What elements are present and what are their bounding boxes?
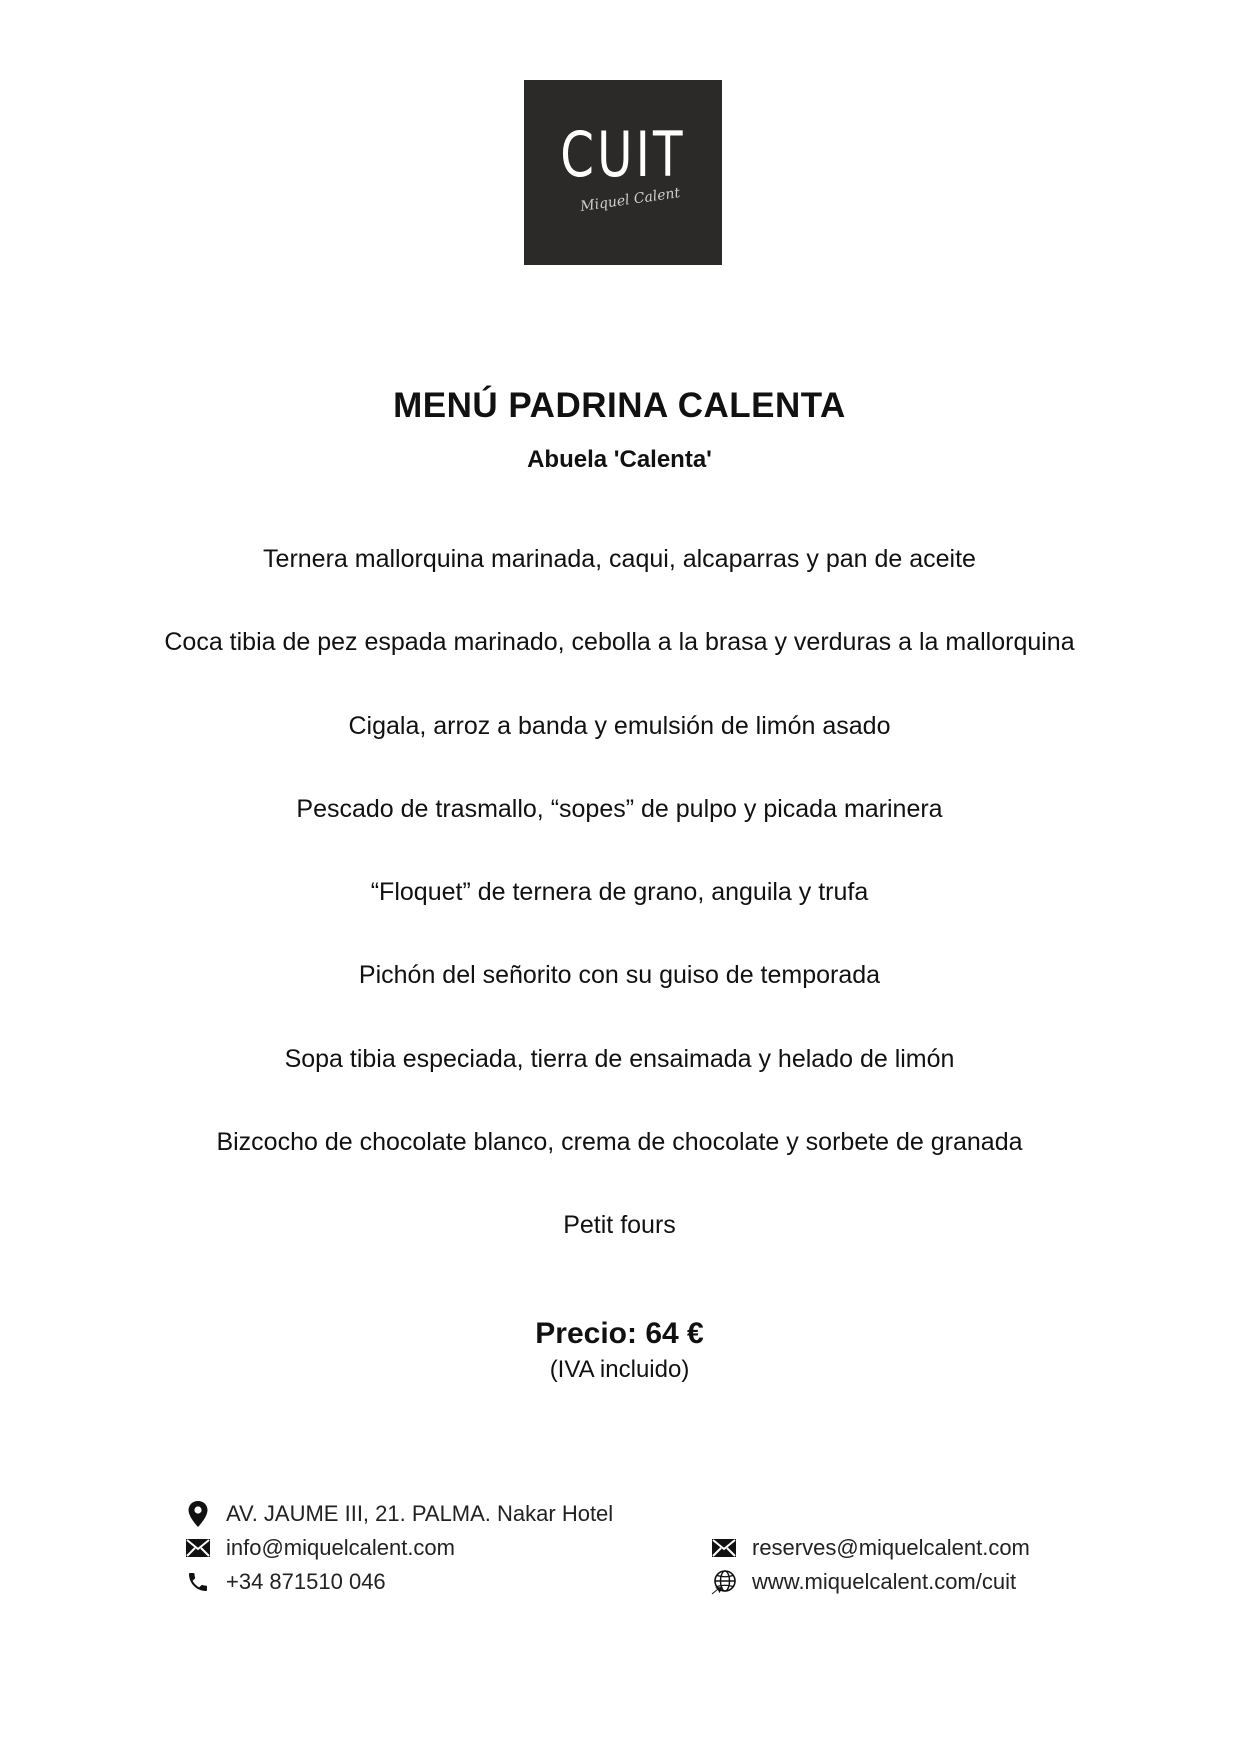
dish-list xyxy=(0,542,1239,1292)
info-email-link[interactable]: info@miquelcalent.com xyxy=(226,1535,455,1560)
reserves-email-link[interactable]: reserves@miquelcalent.com xyxy=(752,1535,1030,1560)
envelope-icon xyxy=(710,1534,738,1562)
price-tax-note: (IVA incluido) xyxy=(549,1356,690,1383)
dish-item: Ternera mallorquina marinada, caqui, alcaparras y pan de aceite xyxy=(263,545,976,573)
logo-wordmark: CUIT xyxy=(560,118,686,191)
dish-item: Sopa tibia especiada, tierra de ensaimada y helado de limón xyxy=(284,1044,955,1073)
menu-subtitle: Abuela 'Calenta' xyxy=(527,446,712,473)
website-link[interactable]: www.miquelcalent.com/cuit xyxy=(752,1569,1017,1594)
cuit-logo xyxy=(524,80,722,265)
contact-info-email[interactable] xyxy=(184,1532,455,1564)
logo-signature: Miquel Calent xyxy=(579,185,682,215)
contact-phone[interactable] xyxy=(184,1566,386,1598)
menu-title: MENÚ PADRINA CALENTA xyxy=(393,386,846,425)
dish-item: Petit fours xyxy=(563,1211,676,1240)
menu-price: Precio: 64 € xyxy=(535,1317,704,1350)
dish-item: Coca tibia de pez espada marinado, cebolla a la brasa y verduras a la mallorquina xyxy=(164,628,1075,657)
dish-item: Cigala, arroz a banda y emulsión de limón asado xyxy=(348,711,891,740)
dish-item: Bizcocho de chocolate blanco, crema de chocolate y sorbete de granada xyxy=(216,1128,1023,1157)
envelope-icon xyxy=(184,1534,212,1562)
dish-item: Pichón del señorito con su guiso de temporada xyxy=(358,961,881,990)
globe-icon xyxy=(710,1568,738,1596)
contact-address xyxy=(184,1498,613,1530)
contact-website[interactable] xyxy=(710,1566,1016,1598)
dish-item: Pescado de trasmallo, “sopes” de pulpo y picada marinera xyxy=(296,794,943,823)
contact-reserves-email[interactable] xyxy=(710,1532,1030,1564)
dish-item: “Floquet” de ternera de grano, anguila y trufa xyxy=(370,878,869,907)
address-text: AV. JAUME III, 21. PALMA. Nakar Hotel xyxy=(226,1501,614,1526)
location-pin-icon xyxy=(184,1500,212,1528)
phone-number[interactable]: +34 871510 046 xyxy=(226,1569,386,1594)
phone-icon xyxy=(184,1568,212,1596)
